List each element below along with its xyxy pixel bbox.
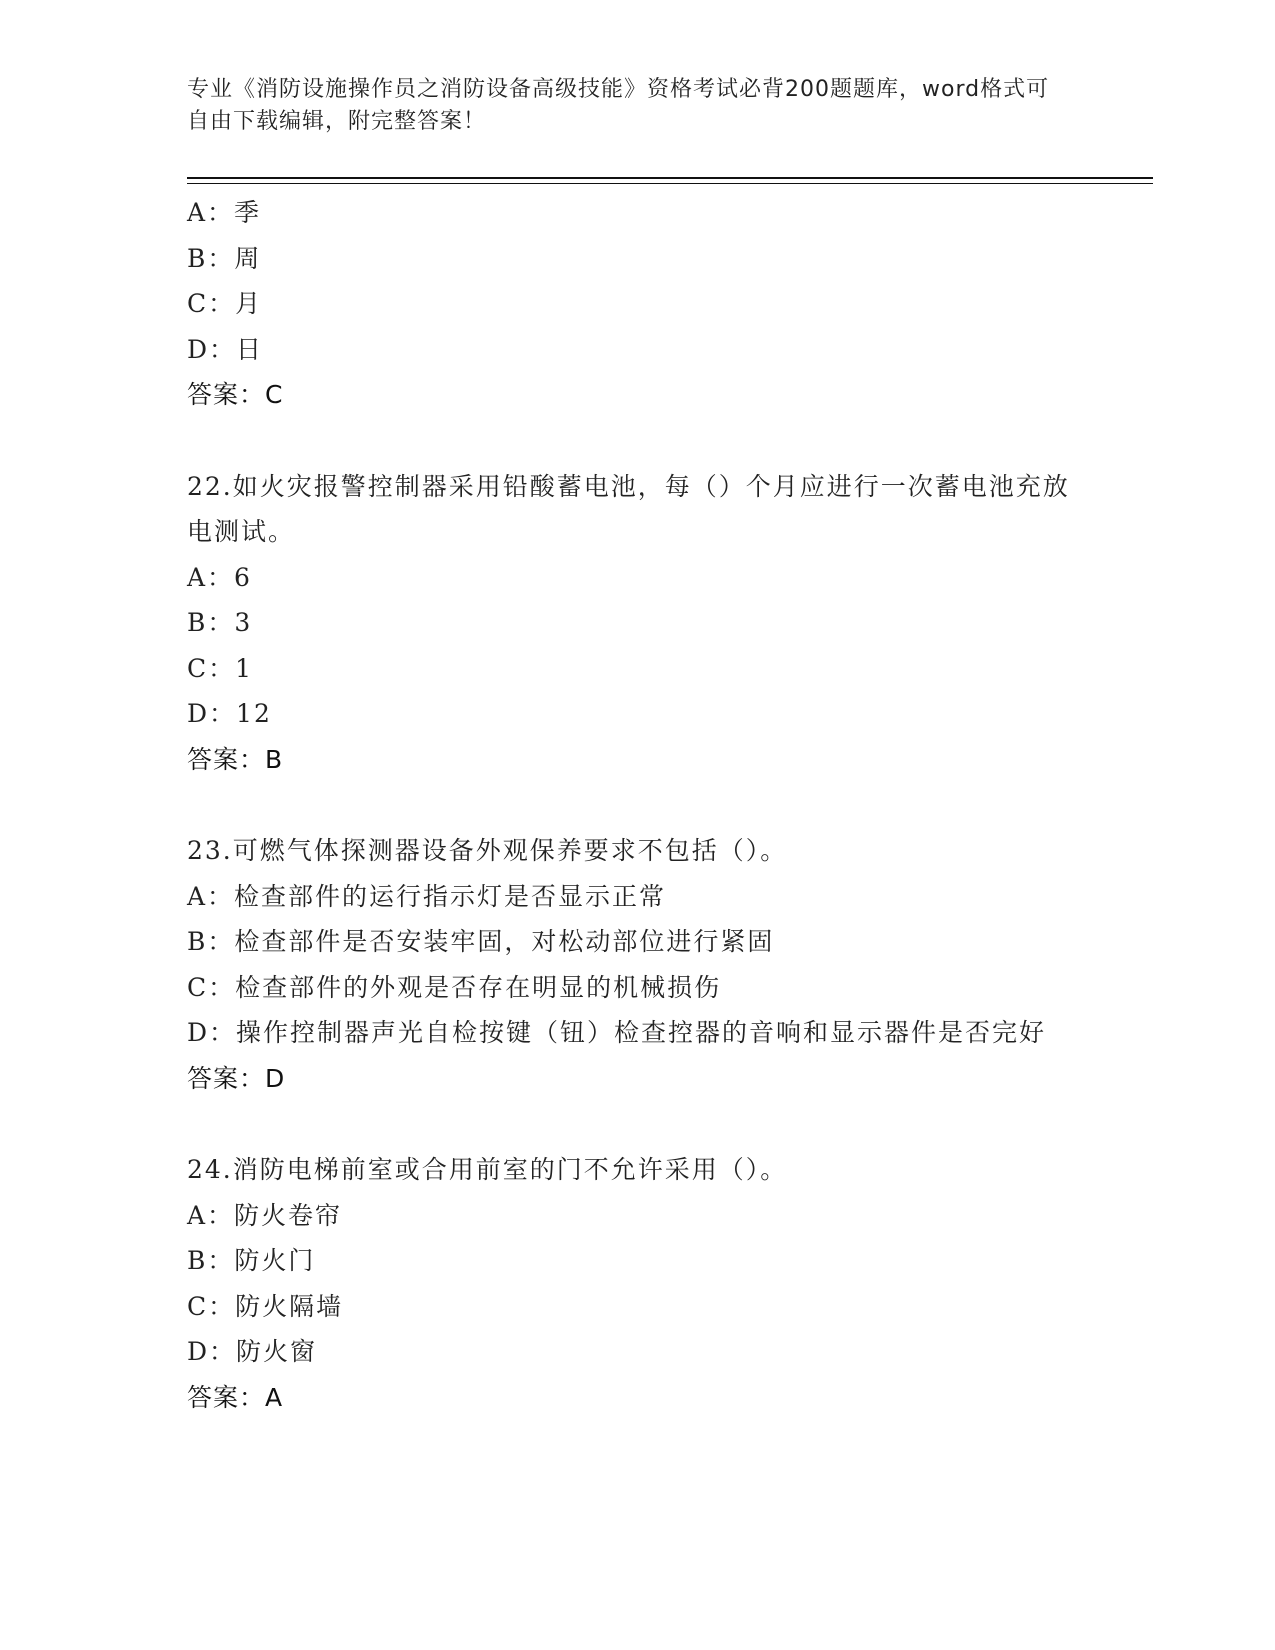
option-a: A：季 <box>187 198 262 227</box>
answer-line: 答案：A <box>187 1382 284 1412</box>
option-d: D：操作控制器声光自检按键（钮）检查控器的音响和显示器件是否完好 <box>187 1018 1047 1047</box>
option-b: B：3 <box>187 608 253 637</box>
question-text: 22.如火灾报警控制器采用铅酸蓄电池，每（）个月应进行一次蓄电池充放电测试。 <box>187 471 1070 546</box>
option-a: A：防火卷帘 <box>187 1200 343 1230</box>
answer-line: 答案：C <box>187 380 284 409</box>
answer-line: 答案：D <box>187 1063 286 1093</box>
question-21 <box>187 190 1077 418</box>
question-gap <box>187 782 1077 828</box>
option-a: A：6 <box>187 562 252 592</box>
question-text: 24.消防电梯前室或合用前室的门不允许采用（）。 <box>187 1155 788 1184</box>
header-rule-thick <box>187 177 1153 179</box>
option-a: A：检查部件的运行指示灯是否显示正常 <box>187 881 667 911</box>
option-c: C：1 <box>187 653 254 683</box>
question-22 <box>187 464 1077 783</box>
option-d: D：防火窗 <box>187 1337 318 1366</box>
option-b: B：检查部件是否安装牢固，对松动部位进行紧固 <box>187 927 775 956</box>
option-b: B：周 <box>187 243 262 273</box>
answer-line: 答案：B <box>187 744 284 774</box>
question-23 <box>187 828 1077 1101</box>
question-gap <box>187 418 1077 464</box>
option-c: C：月 <box>187 289 263 318</box>
option-c: C：检查部件的外观是否存在明显的机械损伤 <box>187 972 722 1002</box>
question-24 <box>187 1147 1077 1420</box>
question-text: 23.可燃气体探测器设备外观保养要求不包括（）。 <box>187 836 788 865</box>
question-list <box>187 190 1077 1420</box>
option-d: D：12 <box>187 699 272 728</box>
option-b: B：防火门 <box>187 1246 316 1275</box>
question-gap <box>187 1101 1077 1147</box>
option-d: D：日 <box>187 334 264 364</box>
header-rule-thin <box>187 183 1153 184</box>
document-header: 专业《消防设施操作员之消防设备高级技能》资格考试必背200题题库，word格式可自由下载编辑，附完整答案！ <box>187 77 1050 134</box>
option-c: C：防火隔墙 <box>187 1291 344 1321</box>
